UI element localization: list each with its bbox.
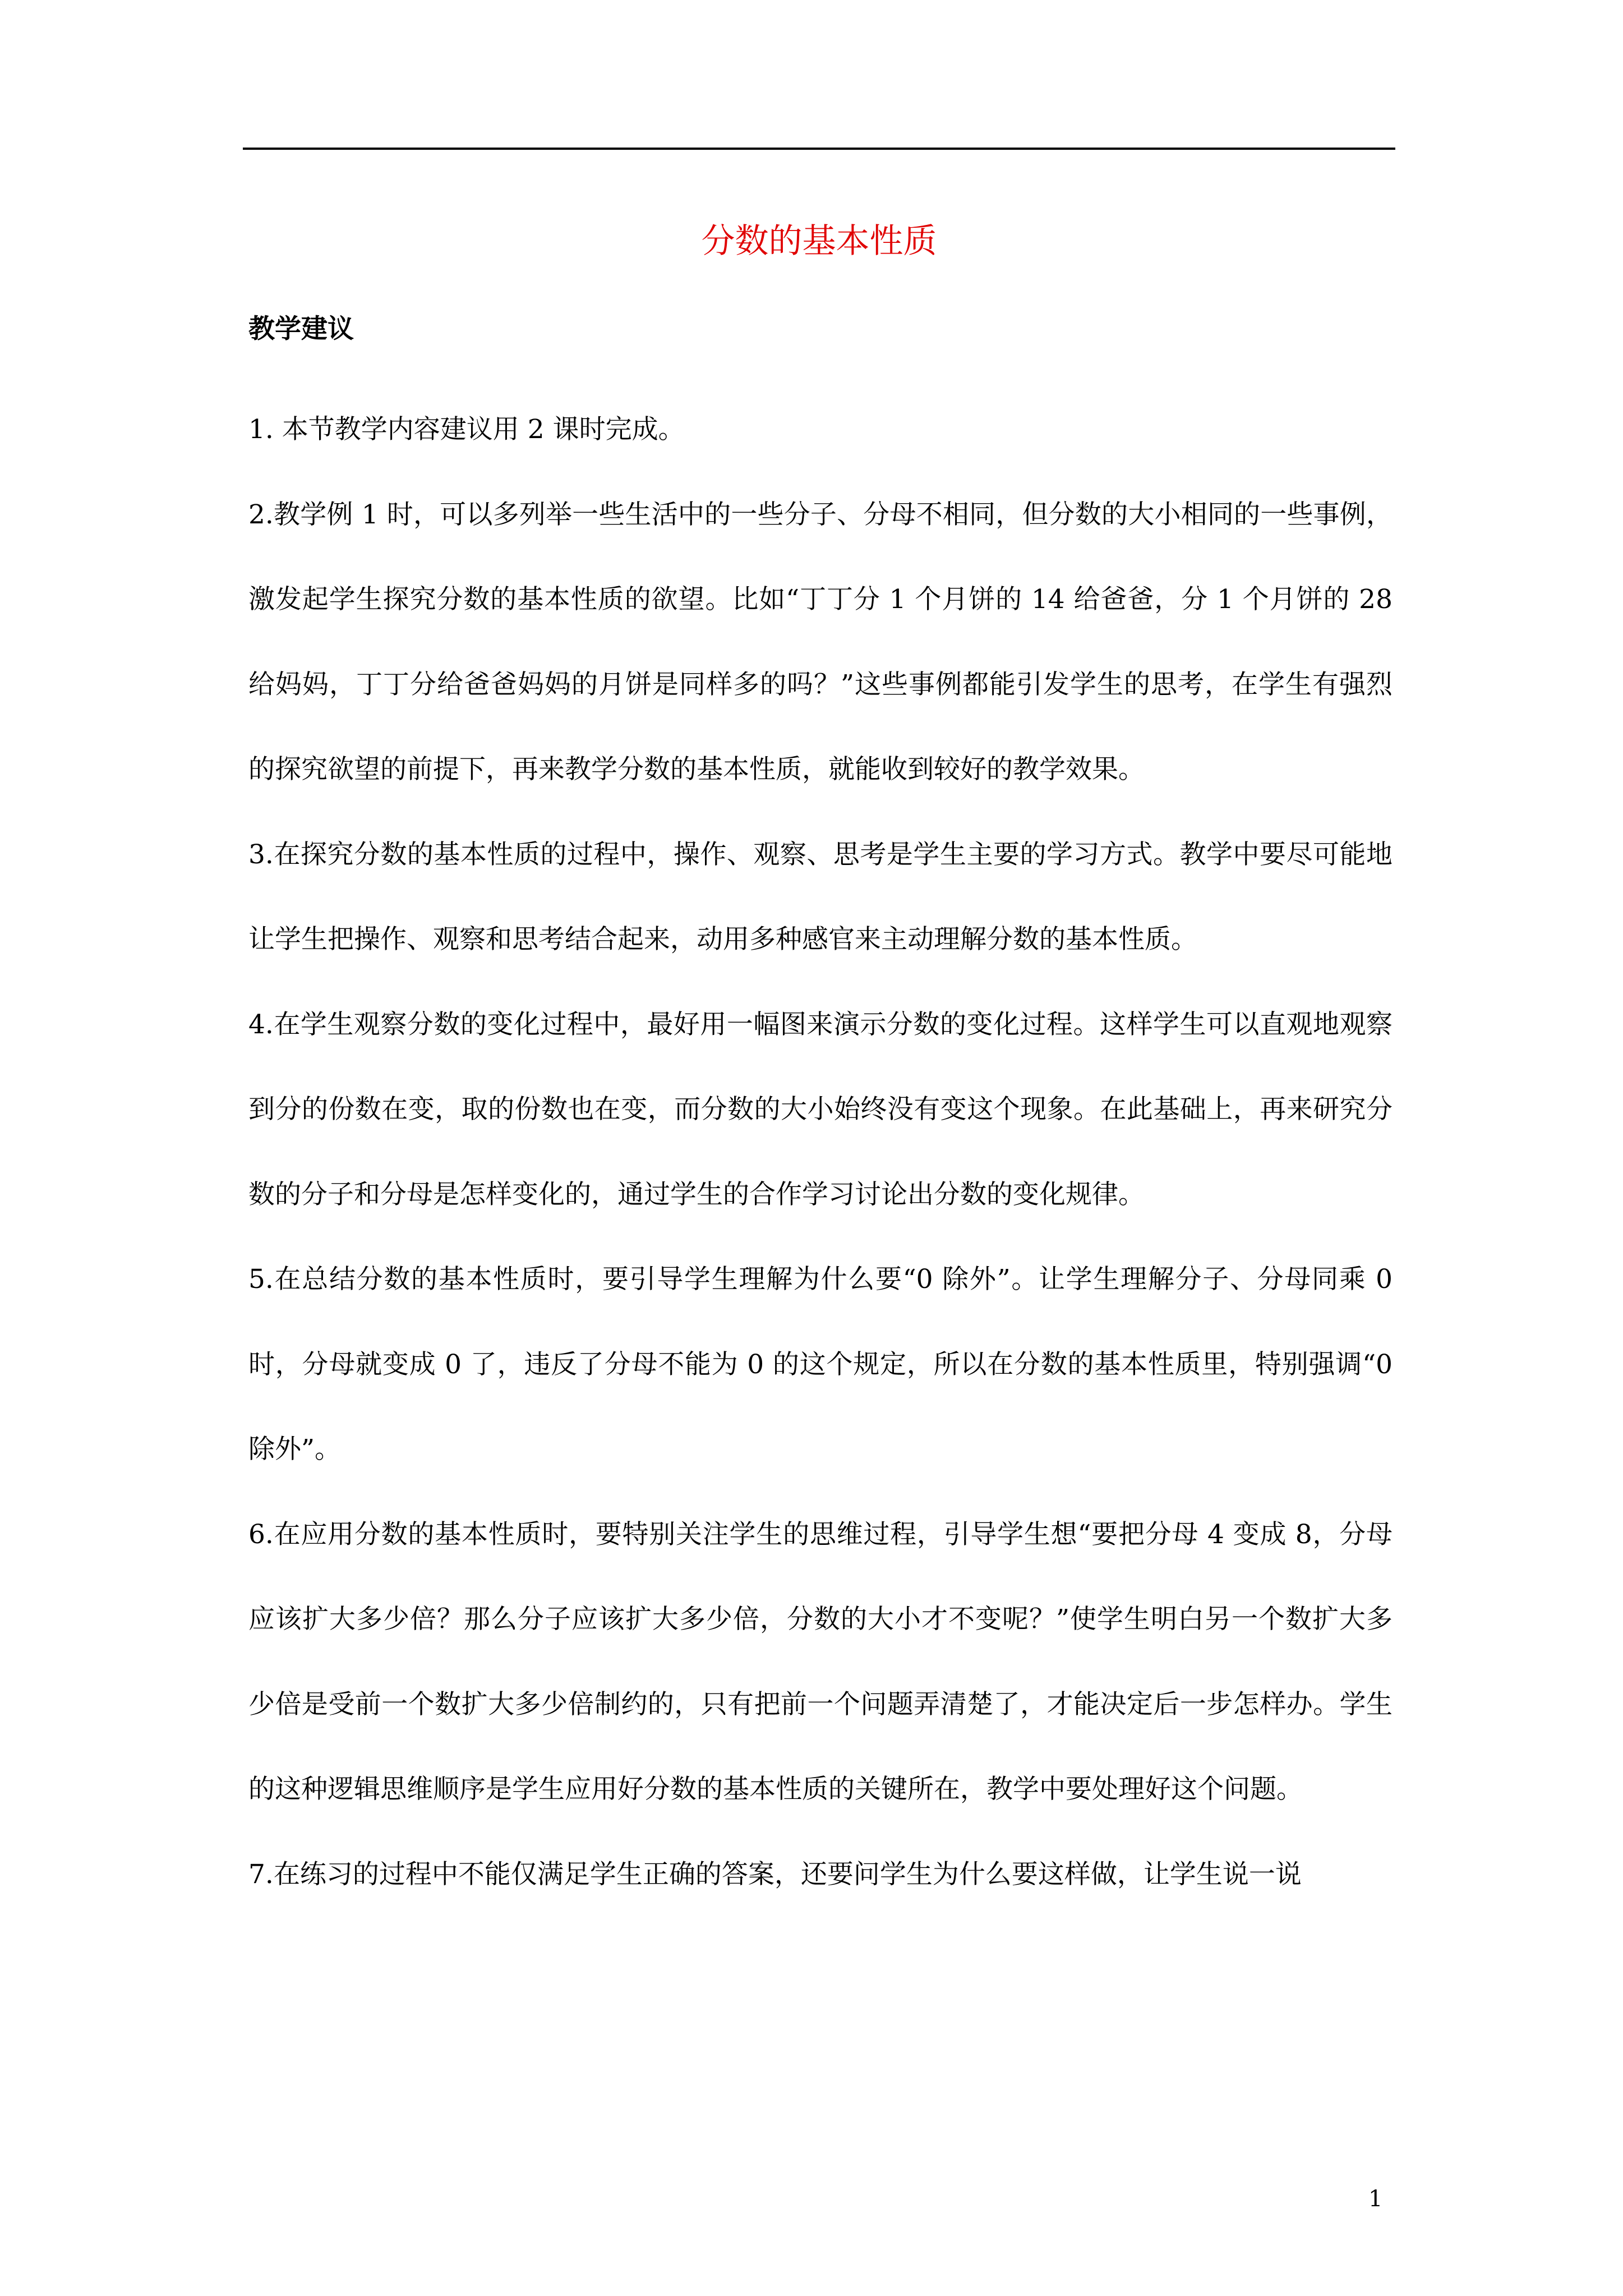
header-rule	[243, 148, 1395, 150]
paragraph-5: 5.在总结分数的基本性质时，要引导学生理解为什么要“0 除外”。让学生理解分子、分母同乘 0 时，分母就变成 0 了，违反了分母不能为 0 的这个规定，所以在分数的基本性质里，特别强调“0 除外”。	[248, 1264, 1393, 1465]
page-number: 1	[1368, 2186, 1383, 2212]
paragraph-6: 6.在应用分数的基本性质时，要特别关注学生的思维过程，引导学生想“要把分母 4 变成 8，分母应该扩大多少倍？那么分子应该扩大多少倍，分数的大小才不变呢？”使学生明白另一个数扩大多少倍是受前一个数扩大多少倍制约的，只有把前一个问题弄清楚了，才能决定后一步怎样办。学生的这种逻辑思维顺序是学生应用好分数的基本性质的关键所在，教学中要处理好这个问题。	[248, 1519, 1393, 1805]
document-title: 分数的基本性质	[701, 222, 937, 261]
paragraph-2: 2.教学例 1 时，可以多列举一些生活中的一些分子、分母不相同，但分数的大小相同的一些事例，激发起学生探究分数的基本性质的欲望。比如“丁丁分 1 个月饼的 14 给爸爸，分 1 个月饼的 28 给妈妈，丁丁分给爸爸妈妈的月饼是同样多的吗？”这些事例都能引发学生的思考，在学生有强烈的探究欲望的前提下，再来教学分数的基本性质，就能收到较好的教学效果。	[248, 499, 1393, 785]
paragraph-3: 3.在探究分数的基本性质的过程中，操作、观察、思考是学生主要的学习方式。教学中要尽可能地让学生把操作、观察和思考结合起来，动用多种感官来主动理解分数的基本性质。	[248, 839, 1393, 955]
body-text	[248, 387, 1393, 1917]
paragraph-4: 4.在学生观察分数的变化过程中，最好用一幅图来演示分数的变化过程。这样学生可以直观地观察到分的份数在变，取的份数也在变，而分数的大小始终没有变这个现象。在此基础上，再来研究分数的分子和分母是怎样变化的，通过学生的合作学习讨论出分数的变化规律。	[248, 1009, 1393, 1210]
section-heading: 教学建议	[248, 314, 354, 344]
paragraph-7: 7.在练习的过程中不能仅满足学生正确的答案，还要问学生为什么要这样做，让学生说一说	[248, 1858, 1302, 1890]
paragraph-1: 1. 本节教学内容建议用 2 课时完成。	[248, 414, 685, 445]
